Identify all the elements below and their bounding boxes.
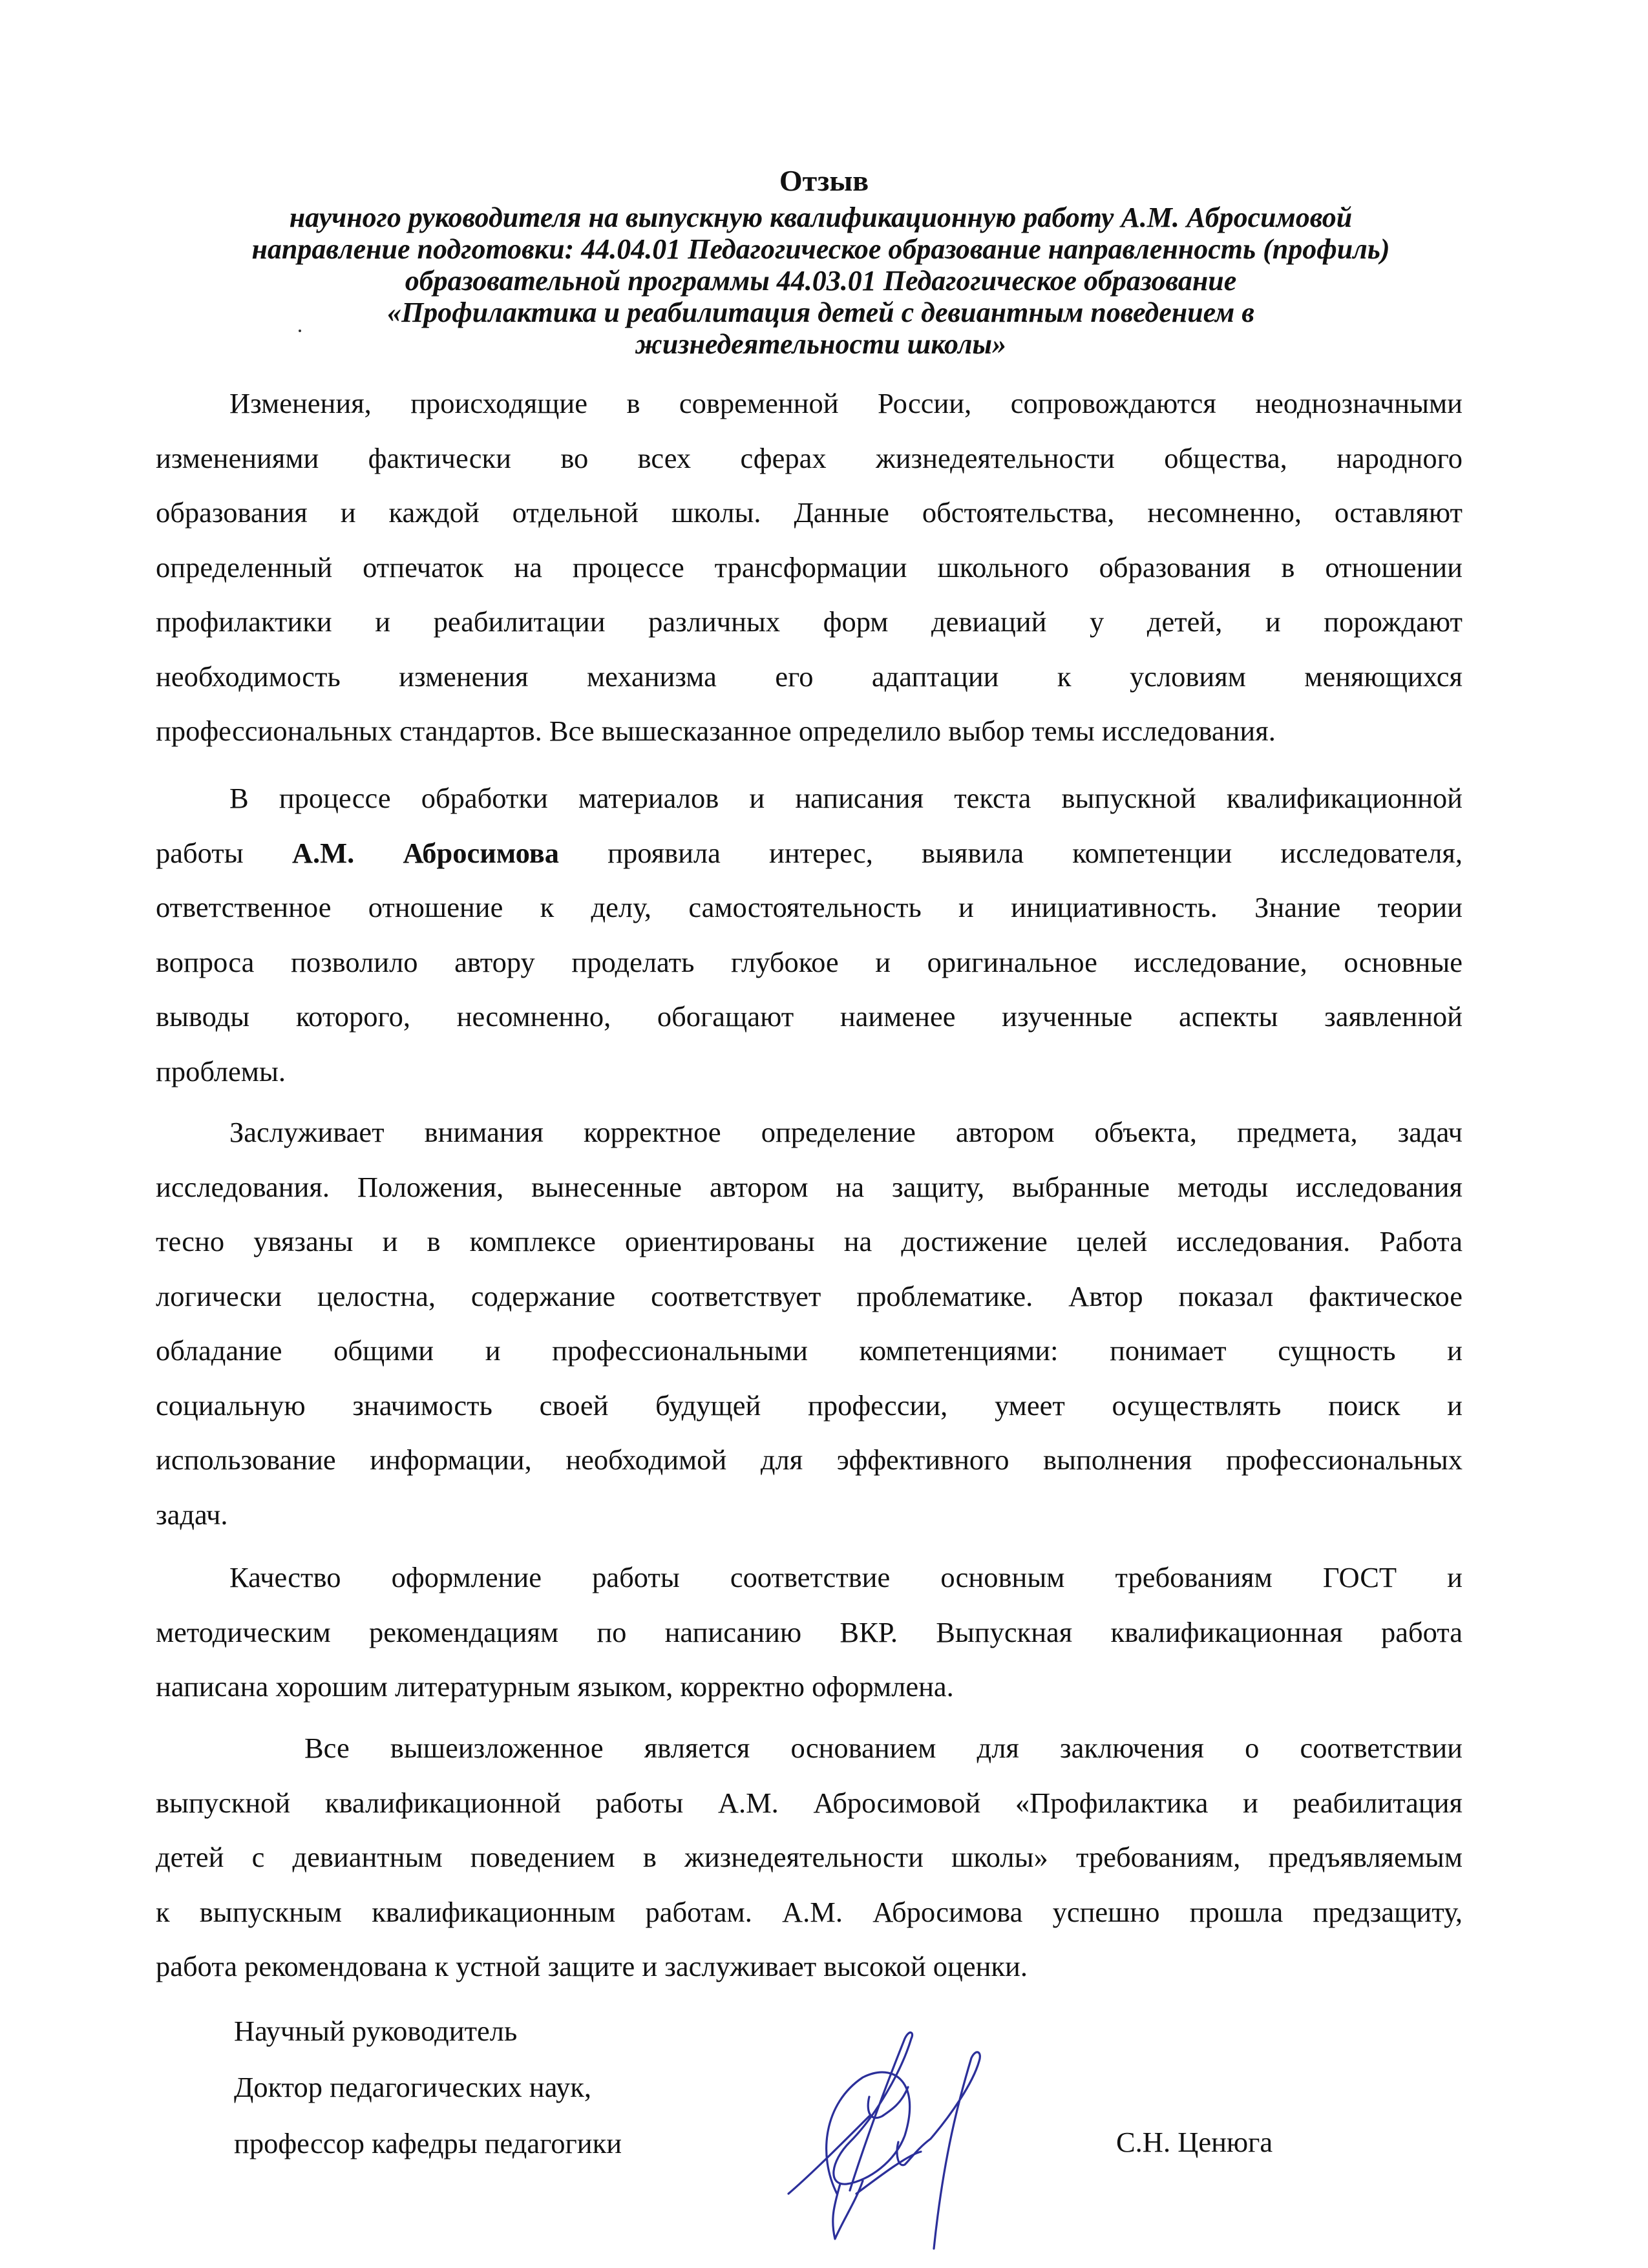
paragraph-2: [156, 771, 1463, 1098]
signatory-position: профессор кафедры педагогики: [234, 2127, 622, 2159]
paragraph-line: задач.: [156, 1498, 228, 1531]
signatory-name: С.Н. Ценюга: [1116, 2126, 1273, 2158]
paragraph-line: Все вышеизложенное является основанием для заключения о соответствии: [304, 1732, 1463, 1764]
signature-stroke: [833, 2181, 863, 2239]
paragraph-line: вопроса позволило автору проделать глубокое и оригинальное исследование, основные: [156, 945, 1463, 978]
paragraph-line: работа рекомендована к устной защите и заслуживает высокой оценки.: [156, 1950, 1028, 1982]
paragraph-line: Изменения, происходящие в современной России, сопровождаются неоднозначными: [229, 387, 1463, 419]
signatory-block: [234, 2003, 622, 2172]
signatory-role: Научный руководитель: [234, 2015, 518, 2047]
paragraph-line: профессиональных стандартов. Все вышесказанное определило выбор темы исследования.: [156, 715, 1276, 747]
paragraph-line: определенный отпечаток на процессе трансформации школьного образования в отношении: [156, 551, 1463, 583]
paragraph-line: к выпускным квалификационным работам. А.М. Абросимова успешно прошла предзащиту,: [156, 1895, 1463, 1928]
paragraph-5: [156, 1721, 1463, 1994]
paragraph-4: [156, 1550, 1463, 1714]
paragraph-line: Качество оформление работы соответствие основным требованиям ГОСТ и: [229, 1561, 1463, 1593]
paragraph-line: профилактики и реабилитации различных форм девиаций у детей, и порождают: [156, 605, 1463, 638]
paragraph-line: образования и каждой отдельной школы. Данные обстоятельства, несомненно, оставляют: [156, 496, 1463, 529]
header-line: образовательной программы 44.03.01 Педагогическое образование: [405, 265, 1237, 297]
paragraph-3: [156, 1105, 1463, 1542]
paragraph-line: тесно увязаны и в комплексе ориентированы на достижение целей исследования. Работа: [156, 1225, 1463, 1257]
paragraph-line: выводы которого, несомненно, обогащают наименее изученные аспекты заявленной: [156, 1000, 1463, 1033]
paragraph-line: методическим рекомендациям по написанию ВКР. Выпускная квалификационная работа: [156, 1615, 1463, 1648]
header-line: жизнедеятельности школы»: [635, 328, 1007, 360]
document-header: [149, 202, 1493, 360]
paragraph-line: выпускной квалификационной работы А.М. Абросимовой «Профилактика и реабилитация: [156, 1786, 1463, 1819]
paragraph-line: исследования. Положения, вынесенные автором на защиту, выбранные методы исследования: [156, 1170, 1463, 1203]
signature-stroke: [897, 2052, 980, 2249]
paragraph-line: В процессе обработки материалов и написания текста выпускной квалификационной: [229, 782, 1463, 814]
paragraph-text: работы: [156, 836, 244, 869]
student-name: А.М. Абросимова: [291, 836, 560, 869]
paragraph-line: Заслуживает внимания корректное определение автором объекта, предмета, задач: [229, 1116, 1463, 1148]
paragraph-line: использование информации, необходимой для эффективного выполнения профессиональных: [156, 1444, 1463, 1476]
paragraph-line: изменениями фактически во всех сферах жизнедеятельности общества, народного: [156, 441, 1463, 474]
signatory-degree: Доктор педагогических наук,: [234, 2071, 592, 2103]
header-line: научного руководителя на выпускную квалификационную работу А.М. Абросимовой: [289, 202, 1353, 233]
document-title: Отзыв: [779, 164, 869, 197]
paragraph-1: [156, 376, 1463, 759]
paragraph-line-with-student-name: [156, 826, 1463, 881]
paragraph-line: логически целостна, содержание соответствует проблематике. Автор показал фактическое: [156, 1279, 1463, 1312]
header-line: направление подготовки: 44.04.01 Педагогическое образование направленность (профиль): [251, 233, 1390, 265]
paragraph-line: проблемы.: [156, 1055, 286, 1087]
paragraph-line: обладание общими и профессиональными компетенциями: понимает сущность и: [156, 1334, 1463, 1367]
paragraph-line: социальную значимость своей будущей профессии, умеет осуществлять поиск и: [156, 1389, 1463, 1422]
paragraph-line: необходимость изменения механизма его адаптации к условиям меняющихся: [156, 660, 1463, 693]
paragraph-text: проявила интерес, выявила компетенции исследователя,: [607, 836, 1463, 869]
header-line: «Профилактика и реабилитация детей с девиантным поведением в: [387, 297, 1254, 328]
paragraph-line: написана хорошим литературным языком, корректно оформлена.: [156, 1670, 954, 1703]
paragraph-line: детей с девиантным поведением в жизнедеятельности школы» требованиям, предъявляемым: [156, 1841, 1463, 1873]
scan-speck: [299, 330, 301, 332]
handwritten-signature: [772, 2026, 1005, 2258]
paragraph-line: ответственное отношение к делу, самостоятельность и инициативность. Знание теории: [156, 891, 1463, 923]
